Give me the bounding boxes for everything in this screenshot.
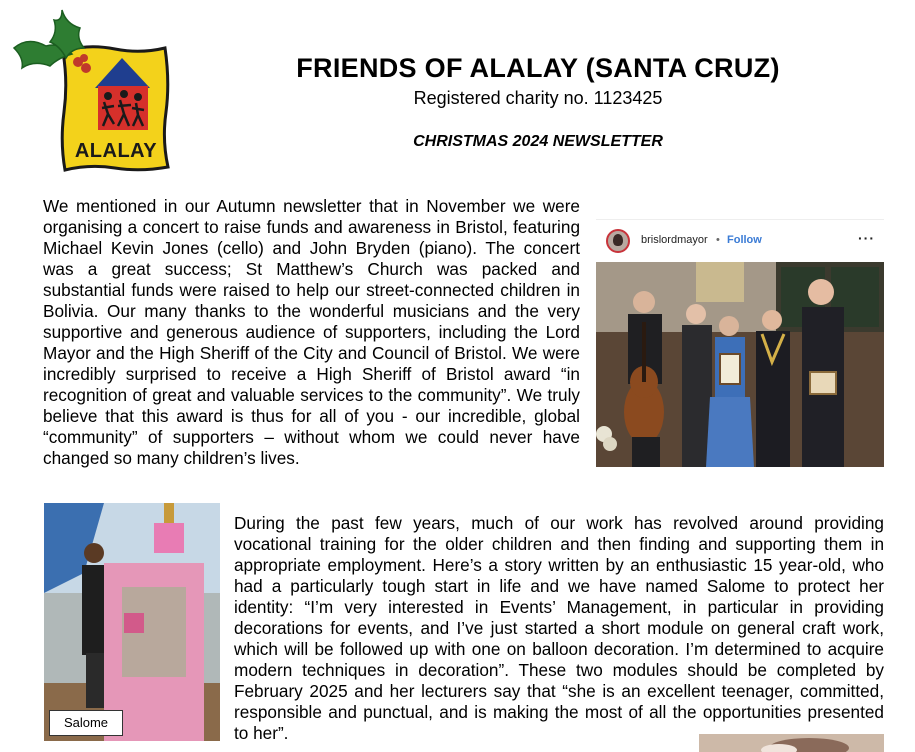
- instagram-post-header: [596, 220, 884, 262]
- logo-text: ALALAY: [74, 140, 158, 162]
- newsletter-title: FRIENDS OF ALALAY (SANTA CRUZ): [296, 53, 780, 83]
- article-paragraph-concert: We mentioned in our Autumn newsletter that in November we were organising a concert to raise funds and awareness in Bristol, featuring Michael Kevin Jones (cello) and John Bryden (piano). The concert was a great success; St Matthew’s Church was packed and substantial funds were raised to help our street-connected children in Bolivia. Our many thanks to the wonderful musicians and the very supportive and generous audience of supporters, including the Lord Mayor and the High Sheriff of the City and Council of Bristol. We were incredibly surprised to receive a High Sheriff of Bristol award “in recognition of great and valuable services to the community”. We truly believe that this award is thus for all of you - our incredible, global “community” of supporters – without whom we could never have changed so many children’s lives.: [43, 196, 580, 468]
- instagram-username[interactable]: brislordmayor: [641, 234, 708, 246]
- instagram-avatar[interactable]: [606, 229, 630, 253]
- salome-photo: [44, 503, 220, 741]
- article-paragraph-salome: During the past few years, much of our work has revolved around providing vocational training for the older children and then finding and supporting them in appropriate employment. Here’s a story written by an enthusiastic 15 year-old, who had a particularly tough start in life and we have named Salome to protect her identity: “I’m very interested in Events’ Management, in particular in providing decorations for events, and I’ve just started a short module on general craft work, which will be followed up with one on balloon decoration. I’m determined to acquire modern techniques in decoration”. These two modules should be completed by February 2025 and her lecturers say that “she is an excellent teenager, committed, responsible and punctual, and is making the most of all the opportunities presented to her”.: [234, 513, 884, 743]
- instagram-post[interactable]: [596, 219, 884, 466]
- salome-caption: Salome: [49, 710, 123, 736]
- instagram-follow-button[interactable]: Follow: [727, 234, 762, 246]
- newsletter-issue: CHRISTMAS 2024 NEWSLETTER: [413, 133, 663, 150]
- alalay-logo: [10, 2, 180, 177]
- charity-registration: Registered charity no. 1123425: [413, 88, 663, 108]
- concert-award-photo: [596, 262, 884, 467]
- cropped-photo: [699, 734, 884, 752]
- more-options-icon[interactable]: ···: [858, 230, 875, 246]
- instagram-separator: •: [716, 234, 720, 246]
